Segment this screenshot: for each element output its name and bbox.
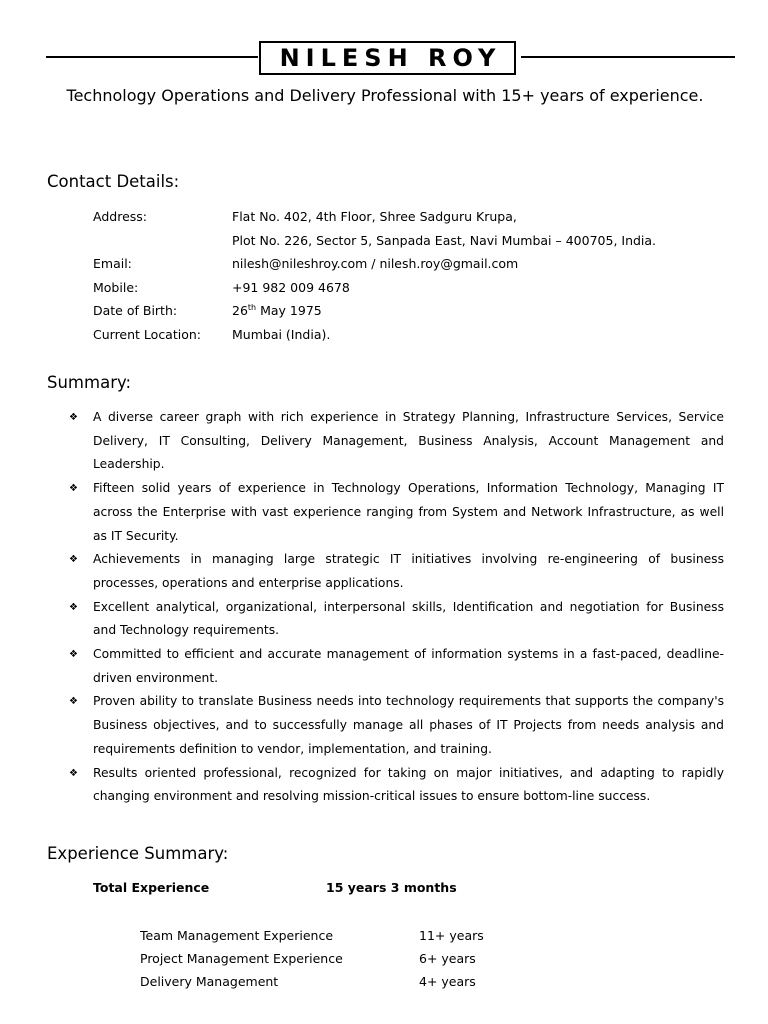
mobile-label: Mobile: xyxy=(93,280,139,295)
contact-details-heading: Contact Details: xyxy=(47,172,180,191)
summary-item: ❖ Proven ability to translate Business needs into technology requirements that supports the company's Business objectives, and to successfully manage all phases of IT Projects from needs analysis and requirements definition to vendor, implementation, and training. xyxy=(69,690,724,761)
address-line-1: Flat No. 402, 4th Floor, Shree Sadguru Krupa, xyxy=(232,209,517,224)
email-label: Email: xyxy=(93,256,132,271)
total-experience-label: Total Experience xyxy=(93,880,210,895)
diamond-bullet-icon: ❖ xyxy=(69,412,78,423)
experience-row-value: 4+ years xyxy=(419,974,476,989)
header-rule-right xyxy=(521,56,735,58)
diamond-bullet-icon: ❖ xyxy=(69,483,78,495)
diamond-bullet-icon: ❖ xyxy=(69,601,78,613)
dob-month-year: May 1975 xyxy=(256,303,322,318)
mobile-value: +91 982 009 4678 xyxy=(232,280,350,295)
experience-row-value: 11+ years xyxy=(419,928,484,943)
experience-row-label: Team Management Experience xyxy=(140,928,334,943)
dob-value xyxy=(232,303,322,319)
candidate-name: NILESH ROY xyxy=(259,41,516,75)
current-location-label: Current Location: xyxy=(93,327,202,342)
experience-row-label: Project Management Experience xyxy=(140,951,343,966)
current-location-value: Mumbai (India). xyxy=(232,327,331,342)
email-value[interactable]: nilesh@nileshroy.com / nilesh.roy@gmail.com xyxy=(232,256,519,271)
summary-list xyxy=(69,406,724,809)
experience-summary-heading: Experience Summary: xyxy=(47,844,229,863)
total-experience-value: 15 years 3 months xyxy=(326,880,457,895)
diamond-bullet-icon: ❖ xyxy=(69,649,78,661)
summary-item: ❖ Achievements in managing large strategic IT initiatives involving re-engineering of business processes, operations and enterprise applications. xyxy=(69,548,724,595)
header-rule-left xyxy=(46,56,258,58)
experience-row-value: 6+ years xyxy=(419,951,476,966)
summary-item: ❖ Results oriented professional, recognized for taking on major initiatives, and adapting to rapidly changing environment and resolving mission-critical issues to ensure bottom-line success. xyxy=(69,762,724,809)
address-label: Address: xyxy=(93,209,147,224)
address-line-2: Plot No. 226, Sector 5, Sanpada East, Navi Mumbai – 400705, India. xyxy=(232,233,657,248)
summary-item: ❖ Committed to efficient and accurate management of information systems in a fast-paced, deadline-driven environment. xyxy=(69,643,724,690)
professional-tagline: Technology Operations and Delivery Professional with 15+ years of experience. xyxy=(66,86,704,105)
experience-row-label: Delivery Management xyxy=(140,974,279,989)
diamond-bullet-icon: ❖ xyxy=(69,767,78,779)
summary-item: ❖ A diverse career graph with rich experience in Strategy Planning, Infrastructure Services, Service Delivery, IT Consulting, Delivery Management, Business Analysis, Account Management and Leadership. xyxy=(69,406,724,477)
dob-day: 26 xyxy=(232,303,248,318)
summary-item: ❖ Excellent analytical, organizational, interpersonal skills, Identification and negotiation for Business and Technology requirements. xyxy=(69,596,724,643)
diamond-bullet-icon: ❖ xyxy=(69,554,78,566)
dob-ordinal-suffix: th xyxy=(247,302,257,312)
diamond-bullet-icon: ❖ xyxy=(69,696,78,708)
summary-heading: Summary: xyxy=(47,373,132,392)
summary-item: ❖ Fifteen solid years of experience in Technology Operations, Information Technology, Managing IT across the Enterprise with vast experience ranging from System and Network Infrastructure, as well as IT Security. xyxy=(69,477,724,548)
dob-label: Date of Birth: xyxy=(93,303,178,318)
